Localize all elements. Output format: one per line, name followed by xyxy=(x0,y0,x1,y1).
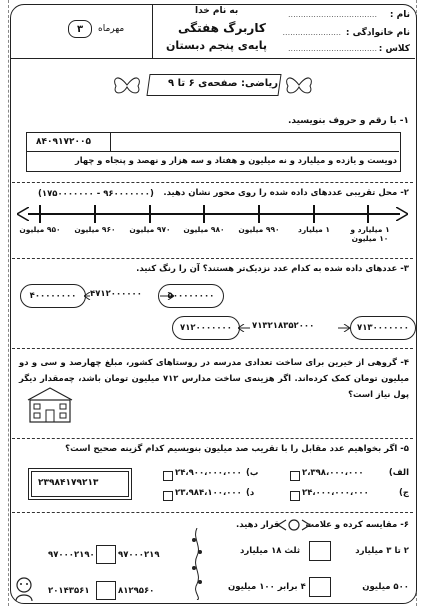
q5-option-d-checkbox[interactable] xyxy=(163,491,173,501)
q2-title: ۲- محل تقریبی عددهای داده شده را روی محور نشان دهید. xyxy=(163,188,409,198)
mascot-icon xyxy=(12,576,36,602)
q5-option-a-value: ۲،۳۹۸،۰۰۰،۰۰۰ xyxy=(302,468,364,478)
grade-subtitle: پایه‌ی پنجم دبستان xyxy=(166,39,267,52)
q6-r2-right: ۵۰۰ میلیون xyxy=(362,582,409,592)
name-field[interactable]: ................................... xyxy=(287,10,377,19)
separator xyxy=(12,182,413,183)
q3-row1-number: ۴۷۱۲۰۰۰۰۰۰ xyxy=(90,289,142,299)
arrow-right-icon xyxy=(396,207,408,221)
tick-label: ۹۶۰ میلیون xyxy=(74,225,116,234)
bismillah: به نام خدا xyxy=(195,6,239,16)
tick-mark xyxy=(94,205,96,223)
class-label: کلاس : xyxy=(378,44,410,54)
q5-option-c-label: ج) xyxy=(398,488,409,498)
q5-option-a-checkbox[interactable] xyxy=(290,471,300,481)
q5-option-b-checkbox[interactable] xyxy=(163,471,173,481)
q3-title: ۳- عددهای داده شده به کدام عدد نزدیک‌تر هستند؟ آن را رنگ کنید. xyxy=(136,264,409,274)
comparison-symbols-icon xyxy=(276,518,312,532)
q5-option-d-value: ۲۳،۹۸۴،۱۰۰،۰۰۰ xyxy=(175,488,242,498)
tick-mark xyxy=(203,205,205,223)
q6-title-end: قرار دهید. xyxy=(236,520,280,530)
q3-row2-right-option[interactable]: ۷۱۳۰۰۰۰۰۰۰ xyxy=(350,316,416,340)
tick-label: ۱ میلیارد و ۱۰ میلیون xyxy=(350,225,390,243)
q5-title: ۵- اگر بخواهیم عدد مقابل را با تقریب صد میلیون بنویسیم کدام گزینه صحیح است؟ xyxy=(65,444,409,454)
number-line xyxy=(28,213,400,215)
header-divider xyxy=(152,4,153,58)
q6-r1-answer-box[interactable] xyxy=(309,541,331,561)
worksheet-title: کاربرگ هفتگی xyxy=(178,21,266,35)
q3-row2-arrows xyxy=(238,324,350,332)
separator xyxy=(12,438,413,439)
tick-label: ۹۵۰ میلیون xyxy=(19,225,61,234)
topic-label: ریاضی: صفحه‌ی ۶ تا ۹ xyxy=(168,78,279,89)
name-label: نام : xyxy=(389,10,410,20)
q5-number: ۲۳۹۸۴۱۷۹۲۱۳ xyxy=(38,478,99,488)
q4-text: ۴- گروهی از خیرین برای ساخت تعدادی مدرسه در روستاهای کشور، مبلغ چهارصد و سی و دو میلیون تومان کمک کرده‌اند. اگر هزینه‌ی ساخت مدارس ۷۱۲ میلیون تومان باشد، چه‌مقدار دیگر پول نیاز است؟ xyxy=(19,357,410,399)
tick-label: ۹۸۰ میلیون xyxy=(183,225,225,234)
q5-option-c-checkbox[interactable] xyxy=(290,491,300,501)
q1-number: ۸۴۰۹۱۷۲۰۰۵ xyxy=(36,137,91,147)
q1-box-vdivider xyxy=(110,132,111,151)
tick-label: ۹۷۰ میلیون xyxy=(129,225,171,234)
class-field[interactable]: ................................... xyxy=(287,44,377,53)
tick-mark xyxy=(149,205,151,223)
tick-label: ۱ میلیارد xyxy=(298,225,330,234)
separator xyxy=(12,348,413,349)
school-building-icon xyxy=(26,386,74,424)
tick-mark xyxy=(258,205,260,223)
q6-r2-answer-box[interactable] xyxy=(309,577,331,597)
butterfly-right-icon xyxy=(284,72,314,98)
left-margin-border xyxy=(0,0,9,606)
q6-r1-left-b: ۹۷۰۰۰۲۱۹۰ xyxy=(48,550,95,560)
q3-row2-left-option[interactable]: ۷۱۲۰۰۰۰۰۰۰ xyxy=(172,316,240,340)
arrow-left-icon xyxy=(17,207,29,221)
family-field[interactable]: ....................... xyxy=(282,28,341,37)
separator xyxy=(12,512,413,513)
week-number-badge: ۳ xyxy=(68,20,92,38)
q3-row2-number: ۷۱۳۲۱۸۳۵۲۰۰۰ xyxy=(252,321,315,331)
q6-title: ۶- مقایسه کرده و علامت xyxy=(305,520,409,530)
tick-label: ۹۹۰ میلیون xyxy=(238,225,280,234)
tick-mark xyxy=(39,205,41,223)
q6-r1-mid: ثلث ۱۸ میلیارد xyxy=(240,546,301,556)
q5-option-a-label: الف) xyxy=(388,468,409,478)
family-label: نام خانوادگی : xyxy=(345,28,410,38)
q6-r2-left-a: ۸۱۲۹۵۶۰ xyxy=(118,586,155,596)
tick-mark xyxy=(367,205,369,223)
q1-box-divider xyxy=(26,151,399,152)
separator xyxy=(12,258,413,259)
q6-r2-mid: ۴ برابر ۱۰۰ میلیون xyxy=(228,582,306,592)
right-margin-border xyxy=(416,0,425,606)
q5-option-b-value: ۲۴،۹۰۰،۰۰۰،۰۰۰ xyxy=(175,468,242,478)
tick-mark xyxy=(313,205,315,223)
q6-r2-left-answer-box[interactable] xyxy=(96,581,116,600)
decorative-vine-divider xyxy=(190,528,204,600)
q5-option-b-label: ب) xyxy=(246,468,259,478)
q3-row1-left-option[interactable]: ۴۰۰۰۰۰۰۰۰ xyxy=(20,284,86,308)
q2-given-numbers: (۹۶۰۰۰۰۰۰۰ - ۱۷۵۰۰۰۰۰۰۰) xyxy=(38,189,154,199)
q6-r1-right: ۲ تا ۳ میلیارد xyxy=(355,546,409,556)
butterfly-left-icon xyxy=(112,72,142,98)
q1-title: ۱- با رقم و حروف بنویسید. xyxy=(287,116,409,126)
q6-r1-left-a: ۹۷۰۰۰۲۱۹ xyxy=(118,550,160,560)
q5-option-c-value: ۲۴،۰۰۰،۰۰۰،۰۰۰ xyxy=(302,488,369,498)
q6-r1-left-answer-box[interactable] xyxy=(96,545,116,564)
month-label: مهرماه xyxy=(98,24,125,34)
q3-row1-right-option[interactable]: ۵۰۰۰۰۰۰۰۰ xyxy=(158,284,224,308)
q6-r2-left-b: ۲۰۱۴۳۵۶۱ xyxy=(48,586,90,596)
q1-words: دویست و یازده و میلیارد و نه میلیون و هفتاد و سه هزار و نهصد و پنجاه و چهار xyxy=(75,155,397,165)
q5-option-d-label: د) xyxy=(246,488,255,498)
